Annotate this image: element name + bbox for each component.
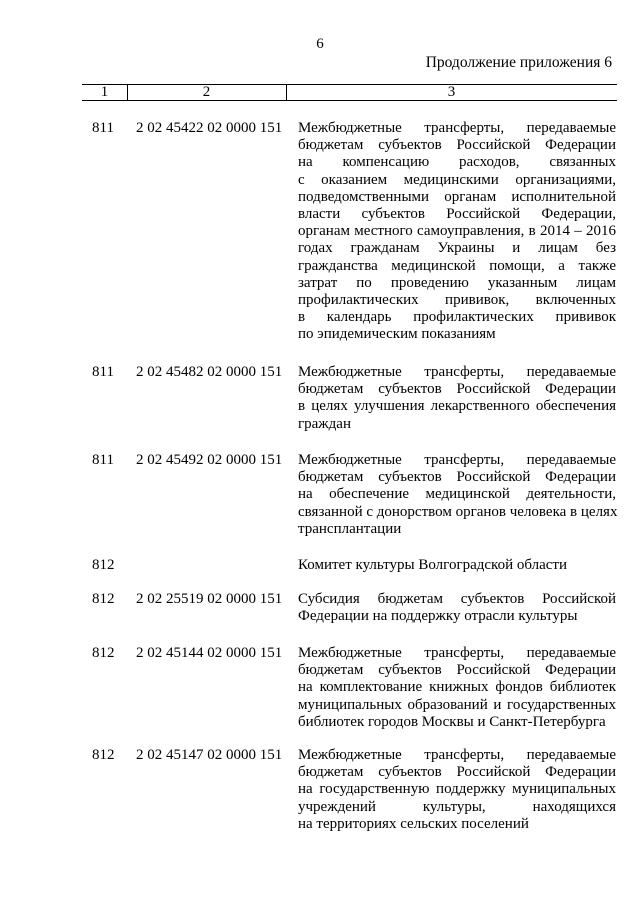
name-line: на обеспечение медицинской деятельности,	[298, 486, 616, 503]
revenue-name	[298, 452, 616, 538]
admin-code: 812	[92, 645, 115, 661]
name-line: по эпидемическим показаниям	[298, 326, 496, 343]
revenue-name	[298, 557, 616, 574]
admin-code: 811	[92, 452, 114, 468]
name-line: бюджетам субъектов Российской Федерации	[298, 381, 616, 398]
name-line: власти субъектов Российской Федерации,	[298, 205, 616, 222]
revenue-name	[298, 747, 616, 833]
name-line: затрат по проведению указанным лицам	[298, 274, 616, 291]
revenue-name	[298, 364, 616, 433]
name-line: бюджетам субъектов Российской Федерации	[298, 662, 616, 679]
budget-code: 2 02 25519 02 0000 151	[136, 591, 283, 607]
name-line: на территориях сельских поселений	[298, 815, 529, 832]
admin-code: 811	[92, 120, 114, 136]
name-line: в целях улучшения лекарственного обеспечения	[298, 398, 616, 415]
revenue-name	[298, 120, 616, 343]
name-line: связанной с донорством органов человека в целях	[298, 503, 618, 520]
name-line: Субсидия бюджетам субъектов Российской	[298, 591, 616, 607]
name-line: профилактических прививок, включенных	[298, 291, 616, 308]
name-line: бюджетам субъектов Российской Федерации	[298, 764, 616, 781]
revenue-name	[298, 645, 616, 731]
table-header	[82, 84, 617, 100]
name-line: гражданства медицинской помощи, а также	[298, 257, 616, 274]
name-line: годах гражданам Украины и лицам без	[298, 240, 616, 257]
budget-code: 2 02 45144 02 0000 151	[136, 645, 283, 661]
continuation-label: Продолжение приложения 6	[425, 54, 612, 71]
admin-code: 812	[92, 747, 115, 763]
header-col-1: 1	[100, 84, 109, 100]
budget-code: 2 02 45482 02 0000 151	[136, 364, 283, 380]
name-line: на комплектование книжных фондов библиотек	[298, 679, 616, 696]
name-line: Межбюджетные трансферты, передаваемые	[298, 452, 616, 468]
budget-code: 2 02 45492 02 0000 151	[136, 452, 283, 468]
name-line: бюджетам субъектов Российской Федерации	[298, 137, 616, 154]
name-line: Межбюджетные трансферты, передаваемые	[298, 747, 616, 763]
budget-code: 2 02 45147 02 0000 151	[136, 747, 283, 763]
name-line: органам местного самоуправления, в 2014 – 2016	[298, 223, 616, 240]
name-line: учреждений культуры, находящихся	[298, 798, 616, 815]
name-line: на компенсацию расходов, связанных	[298, 154, 616, 171]
name-line: подведомственными органам исполнительной	[298, 188, 616, 205]
name-line: Межбюджетные трансферты, передаваемые	[298, 120, 616, 136]
header-col-3: 3	[447, 84, 456, 100]
name-line: на государственную поддержку муниципальных	[298, 781, 616, 798]
name-line: в календарь профилактических прививок	[298, 309, 616, 326]
name-line: Межбюджетные трансферты, передаваемые	[298, 364, 616, 380]
revenue-name	[298, 591, 616, 625]
header-col-2: 2	[202, 84, 211, 100]
name-line: граждан	[298, 415, 351, 432]
name-line: с оказанием медицинскими организациями,	[298, 171, 616, 188]
budget-code: 2 02 45422 02 0000 151	[136, 120, 283, 136]
name-line: трансплантации	[298, 520, 402, 537]
name-line: Комитет культуры Волгоградской области	[298, 557, 567, 573]
name-line: муниципальных образований и государственных	[298, 696, 616, 713]
name-line: библиотек городов Москвы и Санкт-Петербурга	[298, 713, 606, 730]
admin-code: 812	[92, 557, 115, 573]
name-line: Межбюджетные трансферты, передаваемые	[298, 645, 616, 661]
page-number: 6	[316, 36, 324, 52]
admin-code: 811	[92, 364, 114, 380]
admin-code: 812	[92, 591, 115, 607]
name-line: Федерации на поддержку отрасли культуры	[298, 608, 578, 625]
name-line: бюджетам субъектов Российской Федерации	[298, 469, 616, 486]
